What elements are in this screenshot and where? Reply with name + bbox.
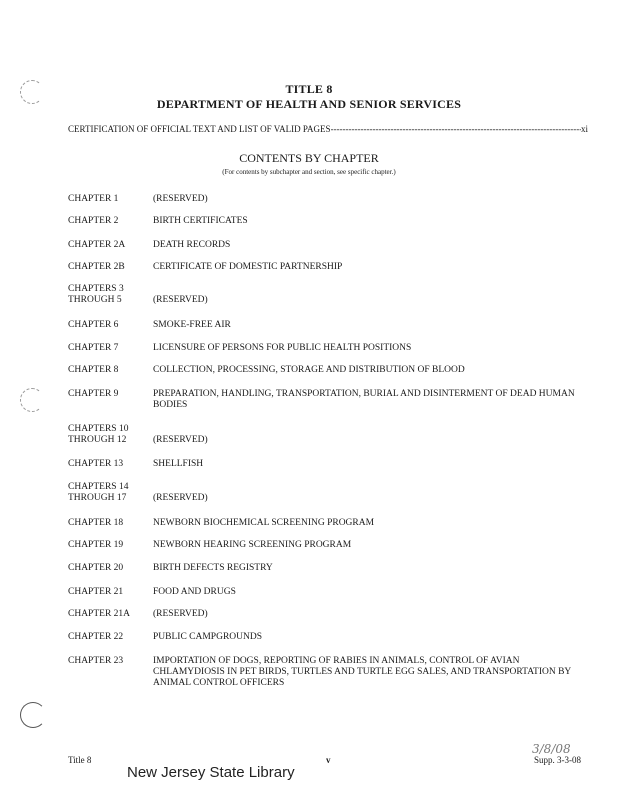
- chapter-number: CHAPTER 2: [68, 216, 119, 226]
- certification-text: CERTIFICATION OF OFFICIAL TEXT AND LIST OF VALID PAGES: [68, 124, 331, 134]
- svg-text:3/8/08: 3/8/08: [532, 742, 571, 756]
- chapter-number: CHAPTER 1: [68, 194, 119, 204]
- chapter-description: NEWBORN BIOCHEMICAL SCREENING PROGRAM: [153, 518, 375, 528]
- department-heading: DEPARTMENT OF HEALTH AND SENIOR SERVICES: [156, 97, 462, 111]
- chapter-number: CHAPTERS 3 THROUGH 5: [68, 284, 124, 305]
- chapter-description: DEATH RECORDS: [153, 240, 231, 250]
- page-title: TITLE 8: [285, 82, 333, 96]
- handwritten-date: [530, 738, 590, 758]
- chapter-description: IMPORTATION OF DOGS, REPORTING OF RABIES IN ANIMALS, CONTROL OF AVIAN CHLAMYDIOSIS IN PET BIRDS, TURTLES AND TURTLE EGG SALES, AND TRANSPORTATION BY ANIMAL CONTROL OFFICERS: [153, 656, 571, 688]
- chapter-description: (RESERVED): [153, 295, 208, 305]
- dot-leader: [331, 124, 581, 134]
- certification-page: xi: [580, 124, 588, 134]
- chapter-number: CHAPTER 9: [68, 389, 119, 399]
- chapter-description: CERTIFICATE OF DOMESTIC PARTNERSHIP: [153, 262, 343, 272]
- chapter-description: NEWBORN HEARING SCREENING PROGRAM: [153, 540, 352, 550]
- chapter-number: CHAPTER 2A: [68, 240, 126, 250]
- chapter-description: (RESERVED): [153, 435, 208, 445]
- binder-hole-mark: [20, 702, 46, 728]
- chapter-number: CHAPTER 6: [68, 320, 119, 330]
- chapter-number: CHAPTER 13: [68, 459, 124, 469]
- chapter-description: (RESERVED): [153, 609, 208, 619]
- binder-hole-mark: [20, 388, 44, 412]
- supplement-date: Supp. 3-3-08: [534, 755, 581, 765]
- chapter-description: BIRTH CERTIFICATES: [153, 216, 248, 226]
- chapter-number: CHAPTER 8: [68, 365, 119, 375]
- chapter-description: SMOKE-FREE AIR: [153, 320, 231, 330]
- chapter-description: SHELLFISH: [153, 459, 204, 469]
- chapter-number: CHAPTER 18: [68, 518, 124, 528]
- page-number: v: [326, 755, 331, 765]
- chapter-number: CHAPTER 20: [68, 563, 124, 573]
- chapter-number: CHAPTER 21A: [68, 609, 131, 619]
- certification-line: [68, 124, 588, 134]
- chapter-number: CHAPTER 7: [68, 343, 119, 353]
- chapter-number: CHAPTER 2B: [68, 262, 125, 272]
- chapter-number: CHAPTERS 10 THROUGH 12: [68, 424, 129, 445]
- footer-title: Title 8: [68, 755, 92, 765]
- contents-heading: CONTENTS BY CHAPTER: [239, 151, 379, 165]
- contents-note: (For contents by subchapter and section, see specific chapter.): [222, 168, 396, 176]
- chapter-description: PREPARATION, HANDLING, TRANSPORTATION, BURIAL AND DISINTERMENT OF DEAD HUMAN BODIES: [153, 389, 575, 410]
- chapter-description: LICENSURE OF PERSONS FOR PUBLIC HEALTH POSITIONS: [153, 343, 412, 353]
- library-stamp: New Jersey State Library: [127, 764, 295, 781]
- chapter-number: CHAPTER 22: [68, 632, 124, 642]
- chapter-number: CHAPTER 21: [68, 587, 124, 597]
- chapter-description: FOOD AND DRUGS: [153, 587, 236, 597]
- chapter-number: CHAPTER 23: [68, 656, 124, 666]
- chapter-description: PUBLIC CAMPGROUNDS: [153, 632, 263, 642]
- chapter-description: (RESERVED): [153, 194, 208, 204]
- chapter-number: CHAPTER 19: [68, 540, 124, 550]
- chapter-description: COLLECTION, PROCESSING, STORAGE AND DISTRIBUTION OF BLOOD: [153, 365, 465, 375]
- chapter-number: CHAPTERS 14 THROUGH 17: [68, 482, 129, 503]
- chapter-description: (RESERVED): [153, 493, 208, 503]
- chapter-description: BIRTH DEFECTS REGISTRY: [153, 563, 273, 573]
